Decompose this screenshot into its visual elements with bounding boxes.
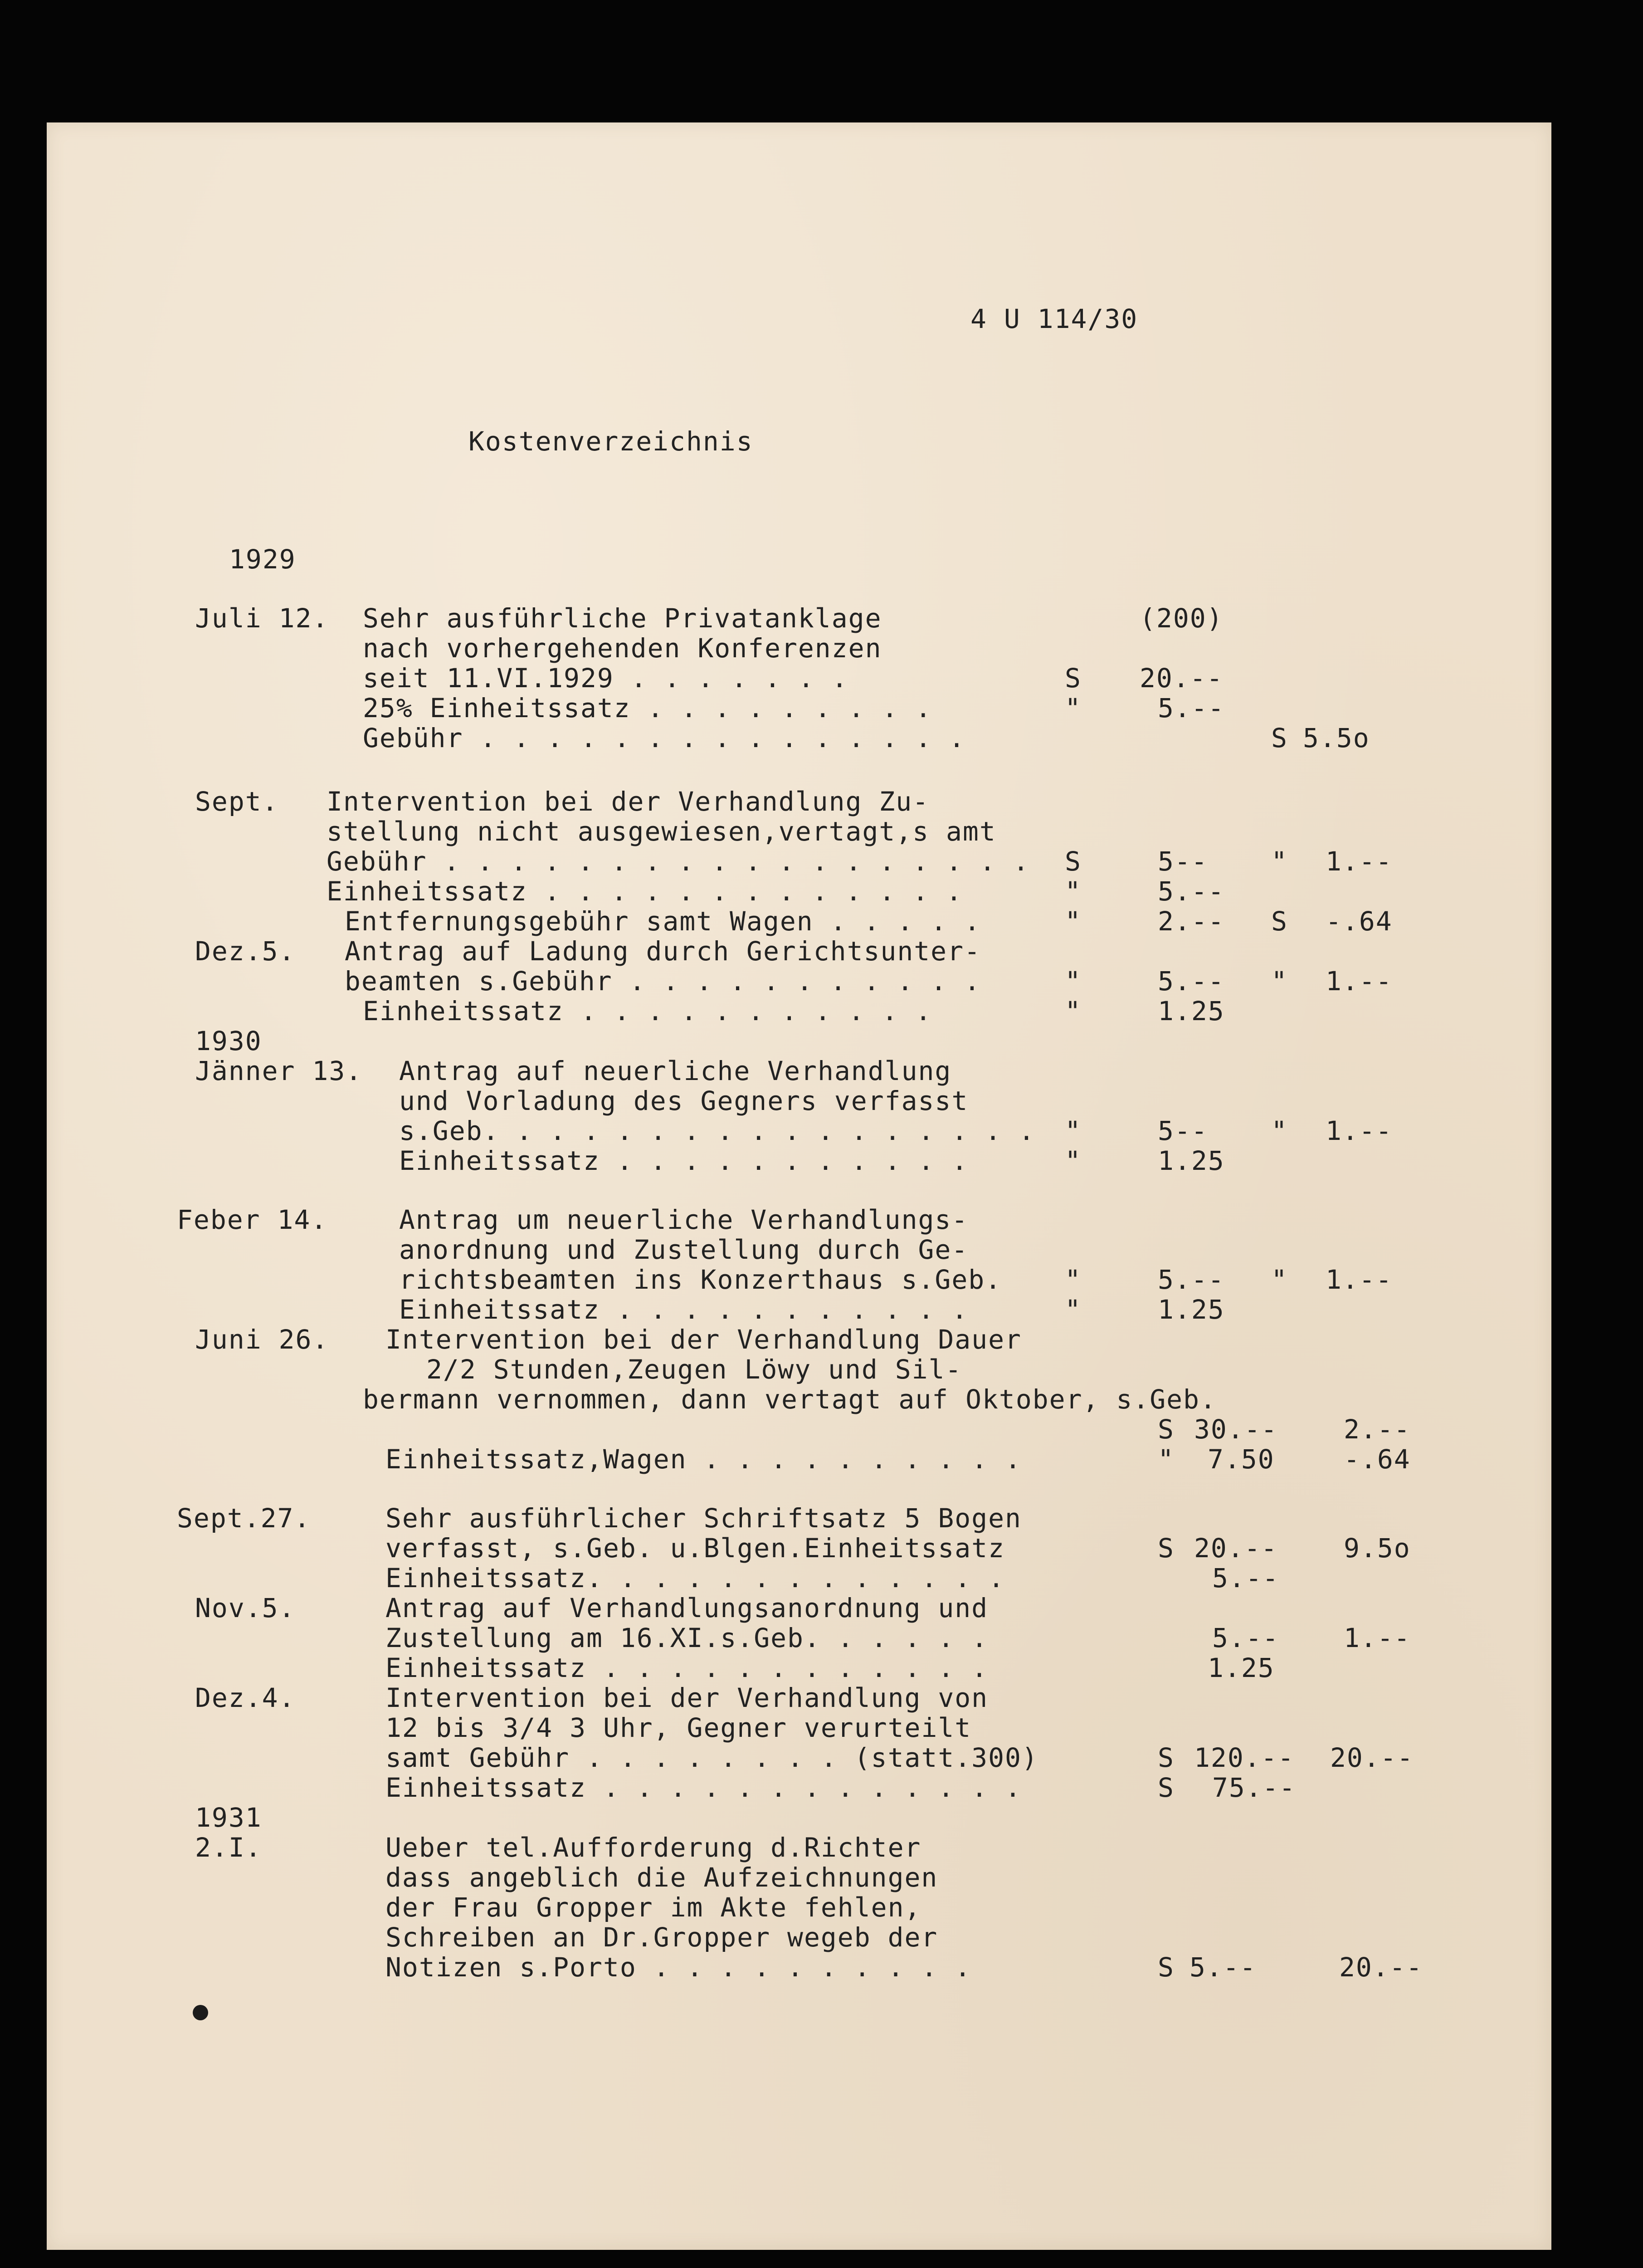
- amount-col1: 1.25: [1158, 1294, 1225, 1325]
- entry-text: Einheitssatz . . . . . . . . . . . .: [385, 1652, 989, 1683]
- entry-text: und Vorladung des Gegners verfasst: [399, 1085, 969, 1116]
- amount-col2: 20.--: [1330, 1742, 1414, 1773]
- entry-text: richtsbeamten ins Konzerthaus s.Geb.: [399, 1264, 1002, 1295]
- amount-col1: 5--: [1158, 1115, 1208, 1146]
- currency-col1: S: [1158, 1772, 1175, 1803]
- entry-text: Entfernungsgebühr samt Wagen . . . . .: [345, 906, 981, 937]
- currency-col1: ": [1065, 1264, 1082, 1295]
- currency-col2: ": [1271, 846, 1288, 877]
- amount-col2: 9.5o: [1344, 1533, 1411, 1564]
- amount-col1: 30.--: [1194, 1414, 1278, 1445]
- amount-col1: 2.--: [1158, 906, 1225, 937]
- entry-text: Intervention bei der Verhandlung von: [385, 1682, 989, 1713]
- currency-col2: ": [1271, 1264, 1288, 1295]
- currency-col1: ": [1065, 693, 1082, 723]
- entry-text: Antrag auf Ladung durch Gerichtsunter-: [345, 936, 981, 967]
- amount-col1: 5.--: [1158, 966, 1225, 997]
- document-title: Kostenverzeichnis: [468, 426, 753, 457]
- entry-date: Dez.4.: [195, 1682, 296, 1713]
- entry-text: Sehr ausführliche Privatanklage: [363, 603, 882, 634]
- entry-text: der Frau Gropper im Akte fehlen,: [385, 1892, 921, 1923]
- amount-col2: 2.--: [1344, 1414, 1411, 1445]
- entry-date: 2.I.: [195, 1832, 262, 1863]
- entry-text: Intervention bei der Verhandlung Zu-: [327, 786, 930, 817]
- currency-col1: S: [1158, 1742, 1175, 1773]
- entry-text: anordnung und Zustellung durch Ge-: [399, 1234, 969, 1265]
- amount-col1: 75.--: [1212, 1772, 1296, 1803]
- document-reference: 4 U 114/30: [970, 303, 1138, 334]
- entry-text: samt Gebühr . . . . . . . . (statt.300): [385, 1742, 1038, 1773]
- currency-col2: S: [1271, 723, 1288, 753]
- currency-col1: ": [1065, 1115, 1082, 1146]
- entry-text: 12 bis 3/4 3 Uhr, Gegner verurteilt: [385, 1712, 972, 1743]
- amount-col2: -.64: [1344, 1444, 1411, 1475]
- punch-hole: [193, 2005, 208, 2020]
- currency-col1: ": [1065, 906, 1082, 937]
- currency-col1: S: [1065, 663, 1082, 694]
- entry-text: Antrag auf neuerliche Verhandlung: [399, 1056, 952, 1086]
- entry-date: Feber 14.: [177, 1204, 328, 1235]
- entry-text: Zustellung am 16.XI.s.Geb. . . . . .: [385, 1623, 989, 1653]
- amount-col1: 1.25: [1158, 996, 1225, 1026]
- currency-col2: S: [1271, 906, 1288, 937]
- amount-col1: 20.--: [1140, 663, 1224, 694]
- amount-col2: -.64: [1326, 906, 1393, 937]
- year-heading: 1931: [195, 1802, 262, 1833]
- entry-text: stellung nicht ausgewiesen,vertagt,s amt: [327, 816, 996, 847]
- entry-text: Schreiben an Dr.Gropper wegeb der: [385, 1922, 938, 1953]
- entry-text: Antrag auf Verhandlungsanordnung und: [385, 1593, 989, 1623]
- amount-col1: 5--: [1158, 846, 1208, 877]
- entry-text: 2/2 Stunden,Zeugen Löwy und Sil-: [426, 1354, 962, 1385]
- currency-col1: ": [1158, 1444, 1175, 1475]
- currency-col1: S: [1158, 1414, 1175, 1445]
- amount-col2: 1.--: [1326, 966, 1393, 997]
- entry-text: Gebühr . . . . . . . . . . . . . . .: [363, 723, 966, 753]
- entry-text: Notizen s.Porto . . . . . . . . . .: [385, 1952, 972, 1983]
- entry-text: seit 11.VI.1929 . . . . . . .: [363, 663, 848, 694]
- amount-col1: 5.--: [1212, 1563, 1279, 1593]
- entry-text: Einheitssatz . . . . . . . . . . .: [399, 1145, 969, 1176]
- entry-text: s.Geb. . . . . . . . . . . . . . . . .: [399, 1115, 1035, 1146]
- amount-col2: 1.--: [1326, 1264, 1393, 1295]
- entry-text: bermann vernommen, dann vertagt auf Oktober, s.Geb.: [363, 1384, 1217, 1415]
- amount-col1: 1.25: [1208, 1652, 1275, 1683]
- amount-col2: 1.--: [1326, 846, 1393, 877]
- amount-col2: 1.--: [1326, 1115, 1393, 1146]
- currency-col1: S: [1158, 1952, 1175, 1983]
- entry-text: Einheitssatz . . . . . . . . . . .: [399, 1294, 969, 1325]
- entry-text: Intervention bei der Verhandlung Dauer: [385, 1324, 1022, 1355]
- entry-text: Einheitssatz,Wagen . . . . . . . . . .: [385, 1444, 1022, 1475]
- entry-text: Gebühr . . . . . . . . . . . . . . . . . .: [327, 846, 1030, 877]
- currency-col1: S: [1158, 1533, 1175, 1564]
- amount-col1: 20.--: [1194, 1533, 1278, 1564]
- year-heading: 1930: [195, 1026, 262, 1056]
- amount-col1: 5.--: [1158, 1264, 1225, 1295]
- entry-text: Einheitssatz . . . . . . . . . . . . .: [327, 876, 963, 907]
- entry-date: Dez.5.: [195, 936, 296, 967]
- entry-text: Antrag um neuerliche Verhandlungs-: [399, 1204, 969, 1235]
- entry-text: Einheitssatz . . . . . . . . . . . . .: [385, 1772, 1022, 1803]
- entry-text: verfasst, s.Geb. u.Blgen.Einheitssatz: [385, 1533, 1005, 1564]
- currency-col1: S: [1065, 846, 1082, 877]
- amount-col1: 1.25: [1158, 1145, 1225, 1176]
- entry-text: 25% Einheitssatz . . . . . . . . .: [363, 693, 932, 723]
- currency-col2: ": [1271, 1115, 1288, 1146]
- entry-date: Sept.: [195, 786, 279, 817]
- amount-col1: 5.--: [1158, 876, 1225, 907]
- entry-text: dass angeblich die Aufzeichnungen: [385, 1862, 938, 1893]
- amount-col1: 5.--: [1212, 1623, 1279, 1653]
- entry-date: Juli 12.: [195, 603, 329, 634]
- paper-sheet: [47, 122, 1551, 2250]
- entry-text: Ueber tel.Aufforderung d.Richter: [385, 1832, 921, 1863]
- amount-col1: (200): [1140, 603, 1224, 634]
- currency-col1: ": [1065, 996, 1082, 1026]
- amount-col2: 1.--: [1344, 1623, 1411, 1653]
- currency-col1: ": [1065, 876, 1082, 907]
- entry-text: Einheitssatz . . . . . . . . . . .: [363, 996, 932, 1026]
- amount-col1: 120.--: [1194, 1742, 1295, 1773]
- currency-col1: ": [1065, 1145, 1082, 1176]
- amount-col1: 5.--: [1158, 693, 1225, 723]
- entry-text: Einheitssatz. . . . . . . . . . . . .: [385, 1563, 1005, 1593]
- entry-date: Juni 26.: [195, 1324, 329, 1355]
- currency-col2: ": [1271, 966, 1288, 997]
- entry-text: nach vorhergehenden Konferenzen: [363, 633, 882, 664]
- amount-col1: 5.--: [1190, 1952, 1257, 1983]
- entry-date: Nov.5.: [195, 1593, 296, 1623]
- amount-col2: 20.--: [1339, 1952, 1423, 1983]
- amount-col1: 7.50: [1208, 1444, 1275, 1475]
- entry-text: Sehr ausführlicher Schriftsatz 5 Bogen: [385, 1503, 1022, 1534]
- entry-date: Sept.27.: [177, 1503, 311, 1534]
- entry-text: beamten s.Gebühr . . . . . . . . . . .: [345, 966, 981, 997]
- year-heading: 1929: [229, 544, 296, 575]
- currency-col1: ": [1065, 966, 1082, 997]
- amount-col2: 5.5o: [1303, 723, 1370, 753]
- currency-col1: ": [1065, 1294, 1082, 1325]
- entry-date: Jänner 13.: [195, 1056, 363, 1086]
